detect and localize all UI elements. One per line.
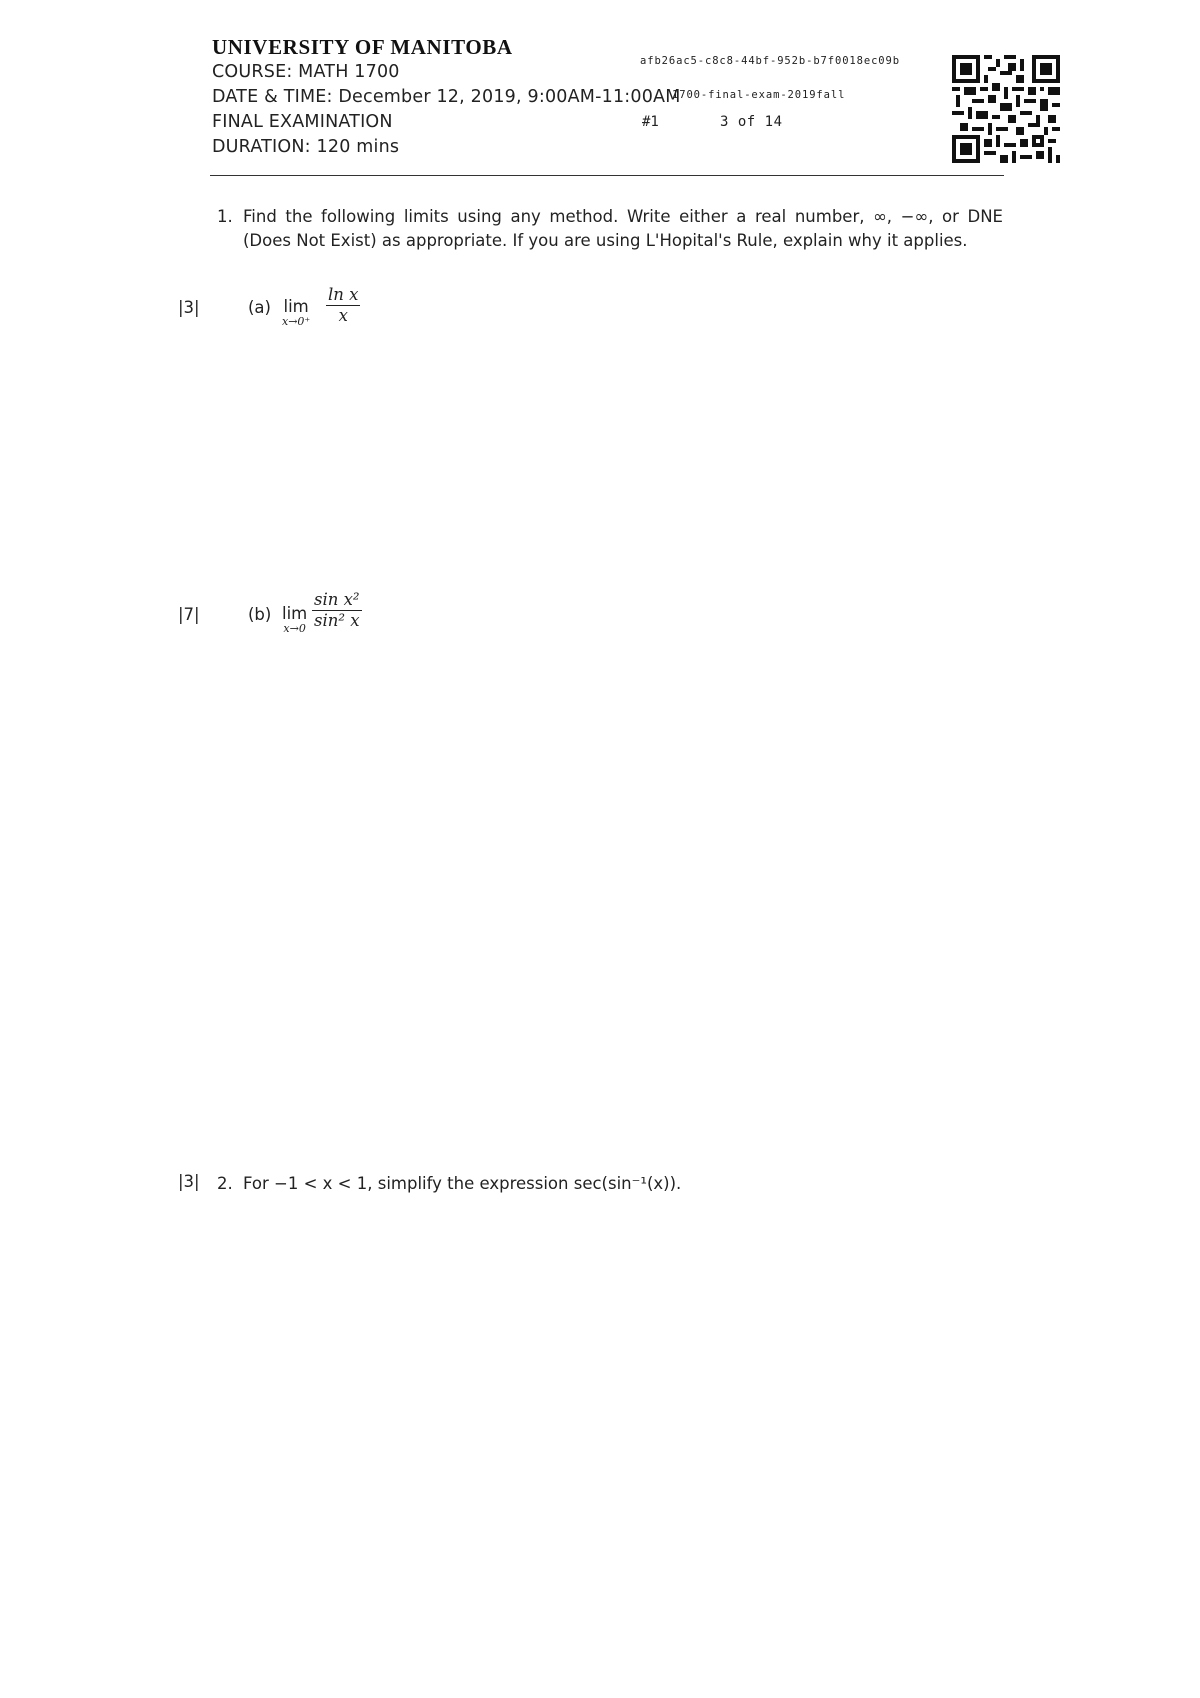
- part-a-fraction: [326, 285, 360, 326]
- question-2-marks: |3|: [178, 1172, 200, 1191]
- part-b-lim-word: lim: [282, 604, 308, 623]
- qr-code-icon: [952, 55, 1060, 163]
- part-b-numerator: sin x²: [314, 590, 360, 609]
- part-a-label: (a): [248, 298, 271, 317]
- page-number: 3 of 14: [720, 114, 783, 130]
- part-b-lim-subscript: x→0: [283, 622, 306, 635]
- duration-line: DURATION: 120 mins: [212, 137, 400, 157]
- university-name: UNIVERSITY OF MANITOBA: [212, 35, 513, 59]
- copy-number: #1: [642, 114, 659, 130]
- question-2-number: 2.: [217, 1174, 233, 1193]
- part-b-denominator: sin² x: [314, 611, 360, 630]
- part-a-denominator: x: [338, 306, 348, 325]
- part-a-numerator: ln x: [328, 285, 359, 304]
- exam-id: afb26ac5-c8c8-44bf-952b-b7f0018ec09b: [640, 55, 900, 67]
- exam-header: [212, 34, 681, 160]
- date-time-line: DATE & TIME: December 12, 2019, 9:00AM-11:00AM: [212, 87, 681, 107]
- question-1-number: 1.: [217, 207, 233, 226]
- part-b-marks: |7|: [178, 605, 200, 624]
- part-b-limit: [282, 605, 307, 635]
- exam-title-line: FINAL EXAMINATION: [212, 112, 393, 132]
- exam-slug: 1700-final-exam-2019fall: [672, 89, 846, 101]
- part-a-limit: [282, 298, 310, 328]
- header-divider: [210, 175, 1004, 176]
- part-b-fraction: [312, 590, 362, 631]
- part-a-lim-subscript: x→0⁺: [282, 315, 311, 328]
- part-b-label: (b): [248, 605, 272, 624]
- question-2-text: For −1 < x < 1, simplify the expression sec(sin⁻¹(x)).: [243, 1174, 682, 1193]
- part-a-lim-word: lim: [283, 297, 309, 316]
- question-1-text: Find the following limits using any method. Write either a real number, ∞, −∞, or DNE (Does Not Exist) as appropriate. If you are using L'Hopital's Rule, explain why it applies.: [243, 207, 1003, 250]
- course-line: COURSE: MATH 1700: [212, 62, 400, 82]
- part-a-marks: |3|: [178, 298, 200, 317]
